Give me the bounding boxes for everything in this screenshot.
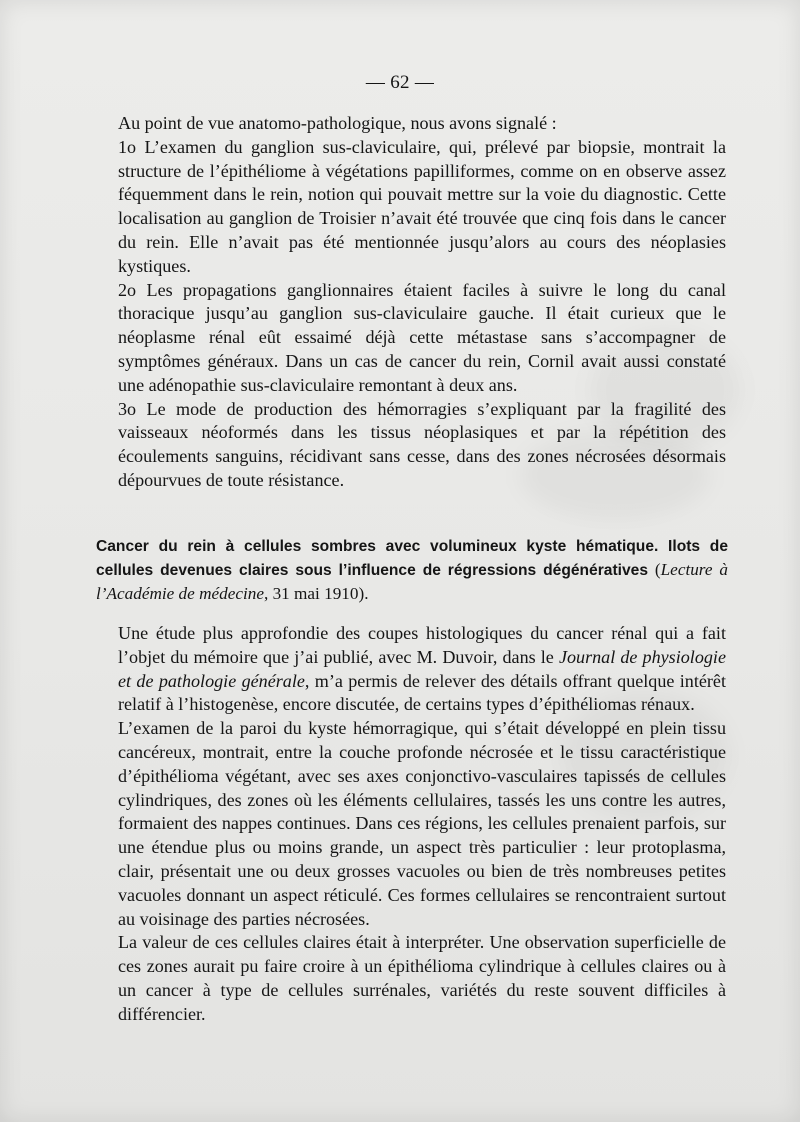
body-paragraph-1-after: , m’a permis de relever des détails offrant quelque intérêt relatif à l’histogenèse, encore discutée, de certains types d’épithéliomas rénaux. bbox=[118, 670, 726, 715]
intro-paragraph-3: 3o Le mode de production des hémorragies s’expliquant par la fragilité des vaisseaux néoformés dans les tissus néoplasiques et par la répétition des écoulements sanguins, récidivant sans cesse, dans des zones nécrosées désormais dépourvues de toute résistance. bbox=[118, 398, 726, 490]
page-number: — 62 — bbox=[365, 72, 435, 93]
section-title-bold: Cancer du rein à cellules sombres avec volumineux kyste hématique. Ilots de cellules devenues claires sous l’influence de régressions dégénératives bbox=[96, 538, 728, 579]
body-section bbox=[118, 622, 726, 1027]
section-title-date: , 31 mai 1910). bbox=[263, 584, 369, 603]
section-title-open-paren: ( bbox=[648, 560, 661, 579]
body-paragraph-1-before: Une étude plus approfondie des coupes histologiques du cancer rénal qui a fait l’objet du mémoire que j’ai publié, avec M. Duvoir, dans le bbox=[118, 623, 726, 667]
intro-lead: Au point de vue anatomo-pathologique, nous avons signalé : bbox=[118, 113, 557, 133]
journal-title: Journal de physiologie et de pathologie générale bbox=[118, 646, 726, 691]
body-paragraph-2: L’examen de la paroi du kyste hémorragique, qui s’était développé en plein tissu cancéreux, montrait, entre la couche profonde nécrosée et le tissu caractéristique d’épithélioma végétant, avec ses axes conjonctivo-vasculaires tapissés de cellules cylindriques, des zones où les éléments cellulaires, tassés les uns contre les autres, formaient des nappes continues. Dans ces régions, les cellules prenaient parfois, sur une étendue plus ou moins grande, un aspect très particulier : leur protoplasma, clair, présentait une ou deux grosses vacuoles ou bien de très nombreuses petites vacuoles donnant un aspect réticulé. Ces formes cellulaires se rencontraient surtout au voisinage des parties nécrosées. bbox=[118, 718, 726, 929]
intro-paragraph-1: 1o L’examen du ganglion sus-claviculaire, qui, prélevé par biopsie, montrait la structure de l’épithéliome à végétations papilliformes, comme on en observe assez féquemment dans le rein, notion qui pouvait mettre sur la voie du diagnostic. Cette localisation au ganglion de Troisier n’avait été trouvée que cinq fois dans le cancer du rein. Elle n’avait pas été mentionnée jusqu’alors au cours des néoplasies kystiques. bbox=[118, 136, 726, 276]
intro-paragraph-2: 2o Les propagations ganglionnaires étaient faciles à suivre le long du canal thoracique jusqu’au ganglion sus-claviculaire gauche. Il était curieux que le néoplasme rénal eût essaimé déjà cette métastase sans s’accompagner de symptômes généraux. Dans un cas de cancer du rein, Cornil avait aussi constaté une adénopathie sus-claviculaire remontant à deux ans. bbox=[118, 279, 726, 395]
section-title-italic: Lecture à l’Académie de médecine bbox=[96, 560, 728, 603]
section-title bbox=[96, 535, 728, 606]
body-paragraph-3: La valeur de ces cellules claires était à interpréter. Une observation superficielle de ces zones aurait pu faire croire à un épithélioma cylindrique à cellules claires ou à un cancer à type de cellules surrénales, variétés du reste souvent difficiles à différencier. bbox=[118, 932, 726, 1024]
intro-section bbox=[118, 112, 726, 493]
body-paragraph-1 bbox=[118, 622, 726, 717]
